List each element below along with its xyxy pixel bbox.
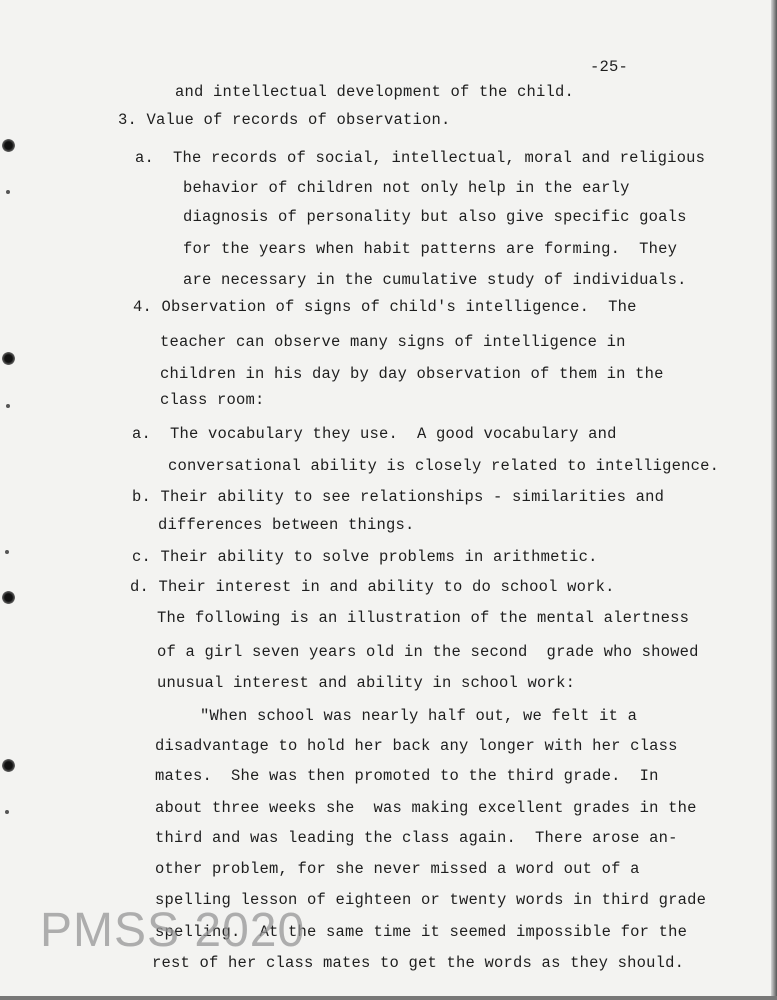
quote-line: disadvantage to hold her back any longer with her class: [155, 737, 678, 755]
scan-speck: [6, 404, 10, 408]
punch-hole: [2, 139, 15, 152]
page-edge-shadow: [771, 0, 777, 1000]
text-line: behavior of children not only help in the early: [183, 179, 630, 197]
text-line: class room:: [160, 391, 265, 409]
text-line: c. Their ability to solve problems in arithmetic.: [132, 548, 598, 566]
quote-line: third and was leading the class again. There arose an-: [155, 829, 678, 847]
text-line: and intellectual development of the child.: [175, 83, 575, 101]
text-line: are necessary in the cumulative study of individuals.: [183, 271, 687, 289]
quote-line: spelling. At the same time it seemed impossible for the: [155, 923, 688, 941]
scan-speck: [5, 550, 9, 554]
text-line: d. Their interest in and ability to do school work.: [130, 578, 615, 596]
text-line: conversational ability is closely related to intelligence.: [168, 457, 720, 475]
punch-hole: [2, 759, 15, 772]
scan-speck: [6, 190, 10, 194]
quote-line: spelling lesson of eighteen or twenty words in third grade: [155, 891, 707, 909]
text-line: diagnosis of personality but also give specific goals: [183, 208, 687, 226]
text-line: b. Their ability to see relationships - similarities and: [132, 488, 665, 506]
punch-hole: [2, 352, 15, 365]
text-line: for the years when habit patterns are forming. They: [183, 240, 678, 258]
text-line: a. The records of social, intellectual, moral and religious: [135, 149, 706, 167]
scan-speck: [5, 810, 9, 814]
quote-line: mates. She was then promoted to the third grade. In: [155, 767, 659, 785]
text-line: The following is an illustration of the mental alertness: [157, 609, 690, 627]
section-heading: 4. Observation of signs of child's intelligence. The: [133, 298, 637, 316]
page-number: -25-: [590, 58, 629, 76]
watermark: PMSS 2020: [40, 904, 306, 957]
text-line: differences between things.: [158, 516, 415, 534]
text-line: a. The vocabulary they use. A good vocabulary and: [132, 425, 617, 443]
section-heading: 3. Value of records of observation.: [118, 111, 451, 129]
quote-line: rest of her class mates to get the words as they should.: [152, 954, 685, 972]
quote-line: about three weeks she was making excellent grades in the: [155, 799, 697, 817]
text-line: children in his day by day observation of them in the: [160, 365, 664, 383]
quote-line: "When school was nearly half out, we felt it a: [200, 707, 638, 725]
page-bottom-edge: [0, 996, 777, 1000]
text-line: teacher can observe many signs of intelligence in: [160, 333, 626, 351]
quote-line: other problem, for she never missed a word out of a: [155, 860, 640, 878]
text-line: unusual interest and ability in school work:: [157, 674, 576, 692]
text-line: of a girl seven years old in the second grade who showed: [157, 643, 699, 661]
punch-hole: [2, 591, 15, 604]
